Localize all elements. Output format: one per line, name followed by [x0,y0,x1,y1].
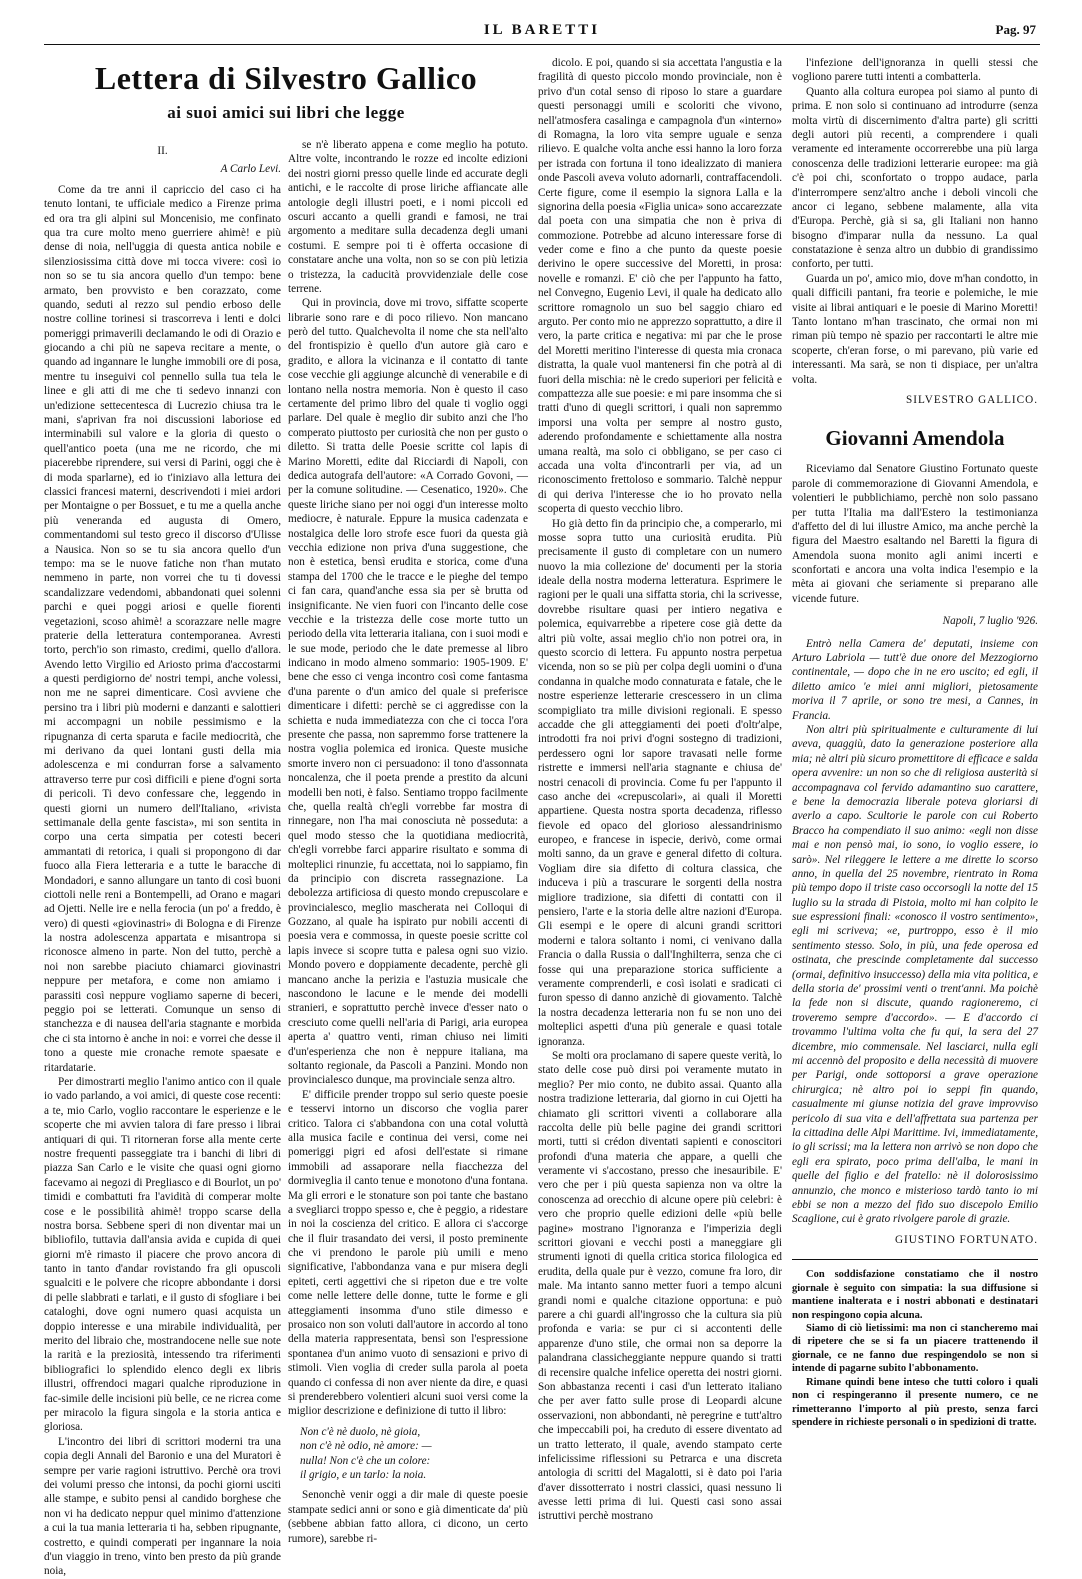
subscription-notice [792,1268,1038,1430]
article-subtitle: ai suoi amici sui libri che legge [167,103,405,122]
paragraph: Quanto alla coltura europea poi siamo al punto di prima. E non solo si continuano ad introdurre (senza molta virtù di discernimento d'altra parte) gli scritti degli autori più recenti, a comprendere i quali veramente ed interamente occorrerebbe una più larga conoscenza delle tradizioni letterarie europee: ma già c'è poi chi, sconfortato o troppo audace, parla d'interrompere senz'altro anche i deboli vincoli che ancor ci legano, sebbene malamente, alla vita d'Europa. Perchè, già si sa, gli Italiani non hanno bisogno d'imparar nulla da nessuno. La qual constatazione è senza altro un dubbio di grandissimo conforto, per tutti. [792,85,1038,271]
verse-line: il grigio, e un tarlo: la noia. [300,1468,427,1481]
signature: SILVESTRO GALLICO. [906,393,1038,406]
verse-line: Non c'è nè duolo, nè gioia, [300,1425,421,1438]
signature: GIUSTINO FORTUNATO. [894,1233,1038,1246]
letter-body [792,637,1038,1227]
paragraph: Senonchè venir oggi a dir male di queste poesie stampate sedici anni or sono e già dimenticate da' più (sebbene abbian fatto allora, ci dicono, un certo rumore), sarebbe ri- [288,1489,528,1545]
column-1 [44,138,281,1578]
newspaper-title: IL BARETTI [483,22,601,38]
divider [792,1259,1038,1260]
paragraph: Rimane quindi bene inteso che tutti coloro i quali non ci respingeranno il presente numero, ce ne rimetteranno l'importo al più presto, senza farci spendere in richieste personali o in spedizioni di tratte. [792,1376,1038,1429]
section-number: II. [157,145,168,157]
paragraph: Qui in provincia, dove mi trovo, siffatte scoperte librarie sono rare e di poco rilievo. Non mancano però del tutto. Qualchevolta il nome che sta nell'alto del frontispizio è quello d'un autore già caro e gradito, e allora la vicinanza e il contatto di tante cose vecchie gli aggiunge alcunchè di venerabile e di lontano nella nostra memoria. Non è questo il caso certamente del primo libro del quale ti voglio oggi parlare. Del quale è meglio dir subito anzi che l'ho comperato piuttosto per curiosità che non per gusto o diletto. Si tratta delle Poesie scritte col lapis di Marino Moretti, edite dal Ricciardi di Napoli, con dedica autografa dell'autore: «A Corrado Govoni, — per la comune solitudine. — Cesenatico, 1920». Che queste liriche siano per noi oggi d'un interesse molto mediocre, è naturale. Eppure la musica cadenzata e nostalgica delle loro strofe esce fuori da questa già vecchia edizione non priva d'una suggestione, che non è estetica, bensì erudita e storica, come d'una stampa del 1700 che le tracce e le pieghe del tempo ci fan cara, quand'anche essa sia per sè brutta od insignificante. Ne vien fuori con l'incanto delle cose vecchie e la tristezza delle cose morte tutto un periodo della vita letteraria italiana, con i suoi modi e le sue mode, periodo che le date premesse al libro indicano in modo almeno sommario: 1905-1909. E' bene che esso ci venga incontro così come fantasma d'una parente o d'un amico del quale si preferisce dimenticare i difetti: perchè se ci aggredisse con la schietta e nuda immediatezza con che ci tocca l'ora presente che passa, non sapremmo forse trattenere la nostra voglia polemica ed ironica. Queste musiche smorte invero non ci persuadono: il tono d'assonnata noncalenza, che il poeta prende a prestito da alcuni modelli ben noti, è falso. Sentiamo troppo facilmente che, quella realtà ch'egli vorrebbe far mostra di rinnegare, non l'ha mai conosciuta nè posseduta: a quel modo stesso che la quotidiana mediocrità, ch'egli vorrebbe farci apparire risultato e somma di molteplici rinunzie, fu accettata, noi lo sappiamo, fin da principio con discreta rassegnazione. La debolezza artificiosa di questo mondo crepuscolare e provincialesco, meglio mascherata nei Colloqui di Gozzano, al quale ha ispirato pur nobili accenti di poesia vera e commossa, in queste poesie scritte col lapis invece si scopre tutta e palesa ogni suo vizio. Mondo povero e doppiamente decadente, perchè gli mancano anche la perizia e l'astuzia musicale che nascondono le lacune e le mende dei modelli stranieri, e soprattutto perchè invece d'esser nato o cresciuto come quelli nell'aria di Parigi, aria europea aperta a' quattro venti, riman chiuso nei limiti d'un'esperienza che non è neppure italiana, ma soltanto regionale, da Pascoli a Panzini. Mondo non provincialesco dunque, ma provinciale senza altro. [288,297,528,1087]
paragraph: Con soddisfazione constatiamo che il nostro giornale è seguito con simpatia: la sua diffusione si mantiene inalterata e i nostri abbonati e destinatari non respingono copia alcuna. [792,1269,1038,1321]
paragraph: Riceviamo dal Senatore Giustino Fortunato queste parole di commemorazione di Giovanni Amendola, e volentieri le pubblichiamo, perchè non solo passano per tutta l'Italia ma dall'Estero la testimonianza d'affetto del di lui illustre Amico, ma anche perchè la figura del Maestro esaltando nel Baretti la figura di Amendola suona monito agli animi incerti e sconfortati e ancora una volta indica l'esempio e la mèta ai giovani che seriamente si preparano alle vicende future. [792,463,1038,605]
paragraph: L'incontro dei libri di scrittori moderni tra una copia degli Annali del Baronio e una del Muratori è sempre per varie ragioni istruttivo. Perchè ora trovi dei volumi presso che intonsi, da pochi giorni usciti alle stampe, e subito pensi al candido borghese che non vi ha dedicato neppur quel minimo d'attenzione a cui la tua mania letteraria ti ha, sebben ripugnante, costretto, e quindi comperati per ingannare la noia d'un viaggio in treno, vinto ben presto da più grande noia, [44,1435,281,1578]
paragraph: Siamo di ciò lietissimi: ma non ci stancheremo mai di ripetere che se si fa un piacere trattenendo il giornale, ce ne fanno due respingendolo se non si intende di pagarne subito l'abbonamento. [792,1323,1038,1375]
column-4 [792,56,1038,1546]
article-title: Giovanni Amendola [825,426,1005,451]
article-title: Lettera di Silvestro Gallico [94,60,478,96]
paragraph: Non altri più spiritualmente e culturamente di lui aveva, quaggiù, dato la generazione posteriore alla mia; nè altri più sicuro promettitore di efficace e salda opera avvenire: un non so che di religiosa austerità si accompagnava col fervido adamantino suo carattere, e bene la democrazia liberale poteva gloriarsi di averlo a capo. Scultorie le parole con cui Roberto Bracco ha compendiato il suo animo: «egli non disse mai e non pensò mai, io sono, io voglio essere, io sarò». Nel rileggere le lettere a me dirette lo scorso anno, in quella del 25 novembre, rientrato in Roma più tempo dopo il triste caso occorsogli la notte del 15 luglio su la strada di Pistoia, molto mi han colpito le sue espressioni finali: «conosco il vostro sentimento», egli mi scriveva; «e, purtroppo, esso è il mio sentimento stesso. Solo, in più, una fede operosa ed ostinata, che prescinde completamente dal successo (ormai, definitivo insuccesso) della mia vita politica, e della storia de' prossimi venti o trent'anni. Ma poichè la fede non si discute, quando ragioneremo, ci troveremo sempre d'accordo». — E d'accordo ci trovammo l'ultima volta che fu qui, la sera del 27 dicembre, mio commensale. Nel lasciarci, nulla egli mi accennò del proposito e della necessità di muovere per Parigi, onde sottoporsi a grave operazione chirurgica; nè altro poi io seppi fin quando, casualmente mi giunse notizia del grave improvviso pericolo di sua vita e dell'affrettata sua partenza per la cittadina delle Alpi Marittime. Ivi, immediatamente, io gli scrissi; ma la lettera non arrivò se non dopo che egli era spirato, poco prima dell'alba, le mani in quelle del figlio e del fratello: nè il dolorosissimo annunzio, che monco e misterioso tardò tanto io mi ebbi se non a mezzo del fido suo discepolo Emilio Scaglione, cui è grato rivolgere parole di grazie. [792,724,1038,1226]
verse-line: non c'è nè odio, nè amore: — [300,1440,432,1453]
masthead [44,22,1040,42]
paragraph: se n'è liberato appena e come meglio ha potuto. Altre volte, incontrando le rozze ed incolte edizioni dei nostri giorni presso quelle linde ed accurate degli antichi, e le raccolte di prose liriche affiancate alle antologie degli illustri poeti, e i nomi piccoli ed oscuri accanto a quelli grandi e famosi, ne trai argomento a meditare sulla decadenza degli umani costumi. E sempre poi ti è offerta occasione di constatare anche una volta, non so se con più letizia o tristezza, la caducità provvidenziale delle cose terrene. [288,139,528,295]
paragraph: Come da tre anni il capriccio del caso ci ha tenuto lontani, te ufficiale medico a Firenze prima ed ora tra gli alpini sul Moncenisio, me confinato qua tra cure molto meno guerriere ahimè! e più dense di noia, nell'uggia di questa antica nobile e silenziosissima città dove mi tocca vivere: così io non so se tu sia ancora quello d'un tempo: bene armato, ben provvisto e ben corazzato, come quando, seduti al rezzo sul pendio erboso delle nostre colline torinesi si trascorreva i lenti e dolci pomeriggi primaverili declamando le odi di Orazio e giocando a chi più ne sapeva recitare a mente, o quando ad ingannare le lunghe immobili ore di posa, mentre tu inseguivi col pennello sulla tua tela le linee e gli atti di me che ti sedevo innanzi con un'edizione settecentesca di Lucrezio chiusa tra le mani, s'aprivan fra noi discussioni laboriose ed interminabili sul valore e la gloria di questo o quell'antico poeta (una me ne ricordo, che mi piacerebbe riprendere, sui versi di Parini, oggi che è di moda sparlarne), ed io t'iniziavo alla lettura dei classici francesi materni, descrivendoti i miei ardori per Montaigne o per Bossuet, e tu me a quella anche più veneranda ed augusta di Omero, commentandomi sul testo greco il discorso d'Ulisse a Nausica. Non so se tu sia ancora quello d'un tempo: ma se le nuove fatiche non t'han mutato nemmeno in parte, non vorrei che tu ti dovessi scandalizzare vedendomi, abbandonati quei solenni parchi e quei poggi ariosi e quelle fiorenti vegetazioni, scoso ahimè! a scorazzare nelle magre praterie della letteratura contemporanea. Avresti torto, perch'io son rimasto, credimi, quello d'allora. Avendo letto Virgilio ed Ariosto prima d'accostarmi a questi perdigiorno de' nostri tempi, anche volessi, non me ne saprei dimenticare. Così avviene che persino tra i libri più moderni e danzanti e salottieri mi accompagni un nobile pessimismo e la ripugnanza di certa sparuta e facile mediocrità, che mi derivano da quei lontani gusti della mia adolescenza e mi condurran forse a salvamento attraverso terre pur così difficili e piene d'ogni sorta di pericoli. Ti devo confessare che, leggendo in questi giorni un numero dell'Italiano, «rivista settimanale della gente fascista», mi son sentita in corpo una certa simpatia per cotesti beceri ammantati di retorica, i quali si propongono di dar fuoco alla Fiera letteraria e a tutte le baracche di Mondadori, e sanno allungare un tanto di così buoni ciottoli nelle reni a Bontempelli, ad Orano e magari ad Ojetti. Nelle ire e nella ferocia (un po' a freddo, è vero) di questi «giovinastri» di Bologna e di Firenze la nostra adolescenza appartata e misantropa si riconosce almeno in parte. Non del tutto, perchè a noi non sarebbe piaciuto chiamarci giovinastri neppure per metafora, e come non amiamo i parassiti così neppure vogliamo saperne di beceri, peggio poi se letterati. Comunque un senso di stanchezza e di nausea dell'aria stagnante e morbida che ci sta intorno è anche in noi: e vorrei che desse il tono a queste mie cronache remote spaesate e ritardatarie. [44,183,281,1074]
paragraph: E' difficile prender troppo sul serio queste poesie e tesservi intorno un discorso che voglia parer critico. Talora ci s'abbandona con una cotal voluttà alla musica facile e continua dei versi, come nei pomeriggi pigri ed afosi dell'estate si rimane immobili ad assaporare nella fiacchezza del dormiveglia il canto tenue e monotono d'una fontana. Ma gli errori e le stonature son poi tante che bastano a svegliarci troppo spesso e, che è peggio, a ridestare in noi la coscienza del critico. E allora ci s'accorge che il fluir trasandato dei versi, il posto preminente che vi prendono le parole più umili e meno significative, l'abbondanza vana e pur misera degli epiteti, certi aggettivi che si ripeton due e tre volte come nelle lettere delle donne, tutte le forme e gli atteggiamenti insomma d'uno stile dimesso e prosaico non son voluti dall'autore in accordo al tono della materia rappresentata, bensì son l'espressione spontanea d'un animo vuoto di sensazioni e privo di stimoli. Vien voglia di creder sulla parola al poeta quando ci confessa di non aver niente da dire, e quasi si prenderebbero volentieri alcuni suoi versi come la miglior descrizione e definizione di tutto il libro: [288,1088,528,1418]
paragraph: Guarda un po', amico mio, dove m'han condotto, in quali difficili pantani, fra teorie e polemiche, le mie visite ai librai antiquari e le poesie di Marino Moretti! Tanto lontano m'han trascinato, che ormai non mi riman più tempo nè spazio per raccontarti le altre mie scoperte, ch'eran forse, o mi parevano, più varie ed interessanti. Ma sarà, se non ti dispiace, per un'altra volta. [792,272,1038,386]
paragraph: Se molti ora proclamano di sapere queste verità, lo stato delle cose può dirsi poi veramente mutato in meglio? Per mio conto, ne dubito assai. Quanto alla nostra tradizione letteraria, dal giorno in cui Ojetti ha chiamato gli scrittori viventi a collaborare alla raccolta delle più belle pagine dei grandi scrittori morti, tutti si crédon diventati sapienti e conoscitori profondi d'una materia che appare, a quelli che veramente vi s'accostano, presso che inesauribile. E' vero che per i più questa sapienza non va oltre la conoscenza ad orecchio di alcune opere più celebri: è vero che proprio quelle edizioni delle «più belle pagine» mostrano l'ignoranza e l'imperizia degli scrittori giovani e vecchi posti a maneggiare gli strumenti ignoti di quella critica storica filologica ed erudita, della quale pur è vezzo, comune fra loro, dir male. Ma intanto sanno metter fuori a tempo alcuni grandi nomi e qualche citazione opportuna: e può parere a chi guardi all'ingrosso che la cultura sia più profonda e varia: se pur ci si accontenti delle apparenze d'uno stile, che ormai non sa deporre la palandrana classicheggiante neppure quando si tratti di recensire qualche infelice operetta dei nostri giorni. Son abbastanza recenti i casi d'un letterato italiano che per aver fatto sulle prose di Leopardi alcune osservazioni, non abbondanti, nè peregrine e tutt'altro che impeccabili poi, ha creduto di essere diventato ad un tratto letterato, il quale, avendo stampato certe infelicissime riflessioni su Petrarca e una discreta antologia di scritti del Magalotti, si è dato poi l'aria d'aver dissotterrato i nostri classici, quasi nessuno li avesse letti prima di lui. Questi casi sono assai istruttivi perchè mostrano [538,1049,782,1523]
paragraph: Per dimostrarti meglio l'animo antico con il quale io vado parlando, a voi amici, di queste cose recenti: a te, mio Carlo, voglio raccontare le esperienze e le scoperte che mi avvien talora di fare presso i librai antiquari di qui. Ti ritorneran forse alla mente certe nostre frequenti passeggiate tra i banchi di libri di piazza San Carlo e le visite che quasi ogni giorno facevamo ai negozi di Pregliasco e di Bourlot, un po' timidi e combattuti fra l'avidità di comperar molte cose e le possibilità ahimè! troppo scarse della nostra borsa. Sebbene speri di non diventar mai un bibliofilo, tuttavia dall'ansia avida e cupida di quei giorni m'è rimasto il piacere che provo ancora di tanto in tanto d'andar rovistando fra gli opuscoli sgualciti e le polvere che ricopre abbondante i dorsi di pelle slabbrati e tarlati, e il gusto di sfogliare i bei cataloghi, dove ogni numero quasi acquista un doppio interesse e una mirabile individualità, per merito del libraio che, mostrandocene nelle sue note la rarità e la preziosità, intessendo tra riferimenti bibliografici lo splendido elenco degli ex libris illustri, offrendoci magari qualche riproduzione in fac-simile delle incisioni più belle, ce ne ricrea come per miracolo la figura singola e la storia antica e gloriosa. [44,1076,281,1434]
paragraph: Entrò nella Camera de' deputati, insieme con Arturo Labriola — tutt'è due onore del Mezzogiorno continentale, — dopo che in ne ero uscito; ed egli, il diletto amico 'e miei anni migliori, pietosamente moriva il 7 aprile, or sono tre mesi, a Cannes, in Francia. [792,637,1038,722]
verse-quote [300,1425,528,1483]
masthead-rule [44,44,1040,45]
paragraph: dicolo. E poi, quando si sia accettata l'angustia e la fragilità di questo piccolo mondo provinciale, non è privo d'un cotal senso di riposo lo stare a guardare questi personaggi umili e scoloriti che vivono, nell'atmosfera casalinga e campagnola d'un «interno» di Romagna, la loro vita sempre uguale e senza rilievo. E qualche volta anche essi hanno la loro forza per istrada con fortuna il tono idealizzato di maniera onde Pascoli aveva voluto adornarli, contraffacendoli. Certe figure, come il esempio la signora Lalla e la signorina della poesia «Figlia unica» sono accarezzate dal poeta con una simpatia che non è priva di commozione. Potrebbe ad alcuno interessare forse di veder come e fino a che punto da queste poesie derivino le opere successive del Moretti, in prosa: novelle e romanzi. E' ciò che per l'appunto ha fatto, nel Convegno, Eugenio Levi, il quale ha dedicato allo scrittore romagnolo un suo bel saggio chiaro ed arguto. Per conto mio ne apprezzo soprattutto, a dire il vero, la parte critica e negativa: mi par che le prose del Moretti meritino l'interesse di questa mia cronaca distratta, la quale vuol mantenersi fin che potrà al di fuori della mischia: nè le credo superiori per felicità e compattezza alle sue poesie: e mi pare insomma che si tratti d'uno di quegli scrittori, i quali non sapremmo imporsi una volta per sempre al nostro gusto, aderendo profondamente e schiettamente alla nostra umana realtà, ma solo ci obbligano, se per caso ci accada una volta d'incontrarli per via, ad un riconoscimento frettoloso e sommario. Talchè neppur di qui deriva l'interesse che io ho provato nella scoperta di questo vecchio libro. [538,57,782,516]
column-2 [288,138,528,1548]
article-headline [44,60,528,123]
column-3 [538,56,782,1546]
paragraph: l'infezione dell'ignoranza in quelli stessi che vogliono parere tutti intenti a combatterla. [792,57,1038,84]
dedication: A Carlo Levi. [220,163,281,176]
paragraph: Ho già detto fin da principio che, a comperarlo, mi mosse sopra tutto una curiosità erudita. Più precisamente il gusto di completare con un numero nuovo la mia collezione de' documenti per la storia ideale della nostra moderna letteratura. Esprimere le ragioni per le quali una siffatta storia, chi la scrivesse, dovrebbe risultare quasi per intiero negativa e polemica, equivarrebbe a ripetere cose già dette da altri più volte, assai meglio ch'io non potrei ora, in questo scorcio di lettera. Fu appunto nostra perpetua vicenda, non so se più per colpa degli uomini o d'una condanna in qualche modo connaturata e fatale, che le nostre esperienze letterarie crescessero in un clima scompigliato tra mille divisioni regionali. E spesso accadde che gli atteggiamenti dei poeti d'oltr'alpe, introdotti fra noi privi d'ogni sostegno di tradizioni, perdessero ogni lor sapore travasati nelle forme ristrette e immersi nell'aria stagnante e chiusa de' nostri cenacoli di provincia. Come fu per l'appunto il caso anche dei «crepuscolari», ai quali il Moretti appartiene. Questa nostra sporta decadenza, riflesso fievole ed opaco del glorioso alessandrinismo europeo, e francese in ispecie, derivò, come ormai molti sanno, da un grave e general difetto di coltura. Vogliam dire sia difetto di coltura classica, che induceva i più a trascurare le sorgenti della nostra migliore tradizione, sia difetti di contatti con il pensiero, l'arte e la storia delle altre nazioni d'Europa. Gli esempi e le opere di alcuni grandi scrittori moderni e talora soltanto i nomi, ci venivano dalla Francia o dalla Russia o dall'Inghilterra, senza che ci fosse qui una preparazione storica sufficiente a veramente comprenderli, e così isolati e sradicati ci furon spesso di danno anzichè di giovamento. Talchè la nostra decadenza letteraria non fu se non uno dei molteplici aspetti d'una più generale e quasi totale ignoranza. [538,517,782,1048]
verse-line: nulla! Non c'è che un colore: [300,1454,431,1467]
dateline: Napoli, 7 luglio '926. [942,615,1038,628]
page-number: Pag. 97 [995,22,1036,37]
